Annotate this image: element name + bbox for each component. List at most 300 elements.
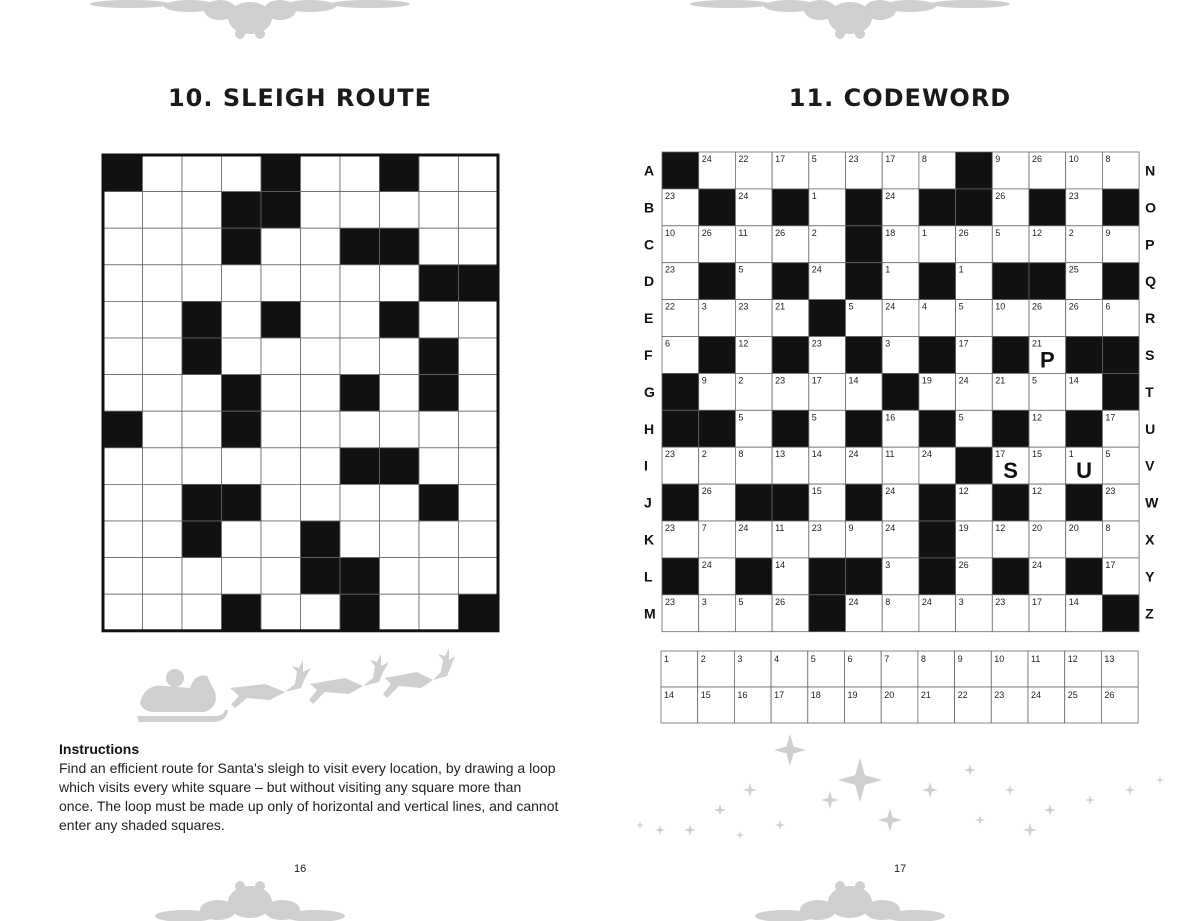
black-cell xyxy=(919,484,956,521)
white-cell[interactable] xyxy=(261,484,301,521)
shaded-cell xyxy=(419,338,459,375)
row-label-right: U xyxy=(1145,420,1156,437)
shaded-cell xyxy=(301,558,341,595)
white-cell[interactable] xyxy=(459,338,499,375)
white-cell[interactable] xyxy=(222,338,262,375)
sparkle-star xyxy=(1085,795,1095,805)
black-cell xyxy=(992,558,1029,595)
white-cell[interactable] xyxy=(419,301,459,338)
shaded-cell xyxy=(419,484,459,521)
cell-number: 26 xyxy=(701,486,712,497)
given-letter: P xyxy=(1040,347,1055,373)
white-cell[interactable] xyxy=(143,265,183,302)
cell-number: 15 xyxy=(1032,449,1043,460)
sparkle-star xyxy=(655,825,665,835)
cell-number: 23 xyxy=(665,449,676,460)
cell-number: 5 xyxy=(738,264,744,275)
cell-number: 21 xyxy=(995,375,1006,386)
given-letter: U xyxy=(1076,458,1092,484)
white-cell[interactable] xyxy=(103,521,143,558)
black-cell xyxy=(1066,337,1103,374)
white-cell[interactable] xyxy=(143,155,183,192)
white-cell[interactable] xyxy=(103,375,143,412)
shaded-cell xyxy=(222,228,262,265)
key-number: 14 xyxy=(664,690,675,700)
white-cell[interactable] xyxy=(340,411,380,448)
white-cell[interactable] xyxy=(301,192,341,229)
cell-number: 3 xyxy=(958,596,964,607)
sparkle-star xyxy=(975,815,985,825)
white-cell[interactable] xyxy=(301,484,341,521)
white-cell[interactable] xyxy=(419,192,459,229)
cell-number: 19 xyxy=(958,523,969,533)
white-cell[interactable] xyxy=(261,448,301,485)
white-cell[interactable] xyxy=(143,521,183,558)
key-number: 8 xyxy=(920,654,926,664)
sparkle-star xyxy=(743,783,757,797)
white-cell[interactable] xyxy=(261,558,301,595)
white-cell[interactable] xyxy=(143,448,183,485)
cell-number: 23 xyxy=(1105,486,1116,497)
shaded-cell xyxy=(261,155,301,192)
cell-number: 23 xyxy=(775,375,786,386)
black-cell xyxy=(662,558,699,595)
cell-number: 15 xyxy=(811,486,822,497)
sparkle-star xyxy=(1005,785,1015,795)
white-cell[interactable] xyxy=(419,594,459,631)
white-cell[interactable] xyxy=(103,192,143,229)
row-label-left: G xyxy=(644,383,655,400)
row-label-right: T xyxy=(1145,383,1154,400)
sparkle-star xyxy=(714,804,726,816)
white-cell[interactable] xyxy=(459,448,499,485)
shaded-cell xyxy=(182,484,222,521)
white-cell[interactable] xyxy=(143,558,183,595)
shaded-cell xyxy=(103,411,143,448)
white-cell[interactable] xyxy=(143,338,183,375)
white-cell[interactable] xyxy=(380,484,420,521)
black-cell xyxy=(992,263,1029,300)
white-cell[interactable] xyxy=(419,448,459,485)
cell-number: 5 xyxy=(958,412,964,423)
white-cell[interactable] xyxy=(419,228,459,265)
codeword-key-grid xyxy=(660,650,1140,726)
white-cell[interactable] xyxy=(222,521,262,558)
black-cell xyxy=(846,263,883,300)
black-cell xyxy=(1102,595,1139,632)
cell-number: 9 xyxy=(995,154,1001,164)
cell-number: 5 xyxy=(1032,375,1038,386)
cell-number: 24 xyxy=(811,264,822,275)
white-cell[interactable] xyxy=(380,192,420,229)
key-number: 1 xyxy=(664,654,670,664)
white-cell[interactable] xyxy=(222,301,262,338)
white-cell[interactable] xyxy=(301,155,341,192)
key-number: 10 xyxy=(994,654,1005,664)
santa-sleigh-reindeer-icon xyxy=(135,648,455,730)
row-label-left: K xyxy=(644,531,655,548)
white-cell[interactable] xyxy=(182,265,222,302)
cell-number: 12 xyxy=(958,486,969,497)
black-cell xyxy=(662,484,699,521)
black-cell xyxy=(956,447,993,484)
sparkle-star xyxy=(684,824,696,836)
shaded-cell xyxy=(340,594,380,631)
cell-number: 23 xyxy=(995,596,1006,607)
key-number: 13 xyxy=(1104,654,1115,664)
shaded-cell xyxy=(380,228,420,265)
black-cell xyxy=(1066,484,1103,521)
cell-number: 8 xyxy=(1105,523,1111,533)
white-cell[interactable] xyxy=(380,594,420,631)
white-cell[interactable] xyxy=(459,521,499,558)
white-cell[interactable] xyxy=(459,192,499,229)
black-cell xyxy=(735,558,772,595)
cell-number: 24 xyxy=(885,190,896,201)
row-label-right: R xyxy=(1145,310,1156,327)
white-cell[interactable] xyxy=(222,558,262,595)
white-cell[interactable] xyxy=(380,338,420,375)
key-number: 12 xyxy=(1067,654,1078,664)
white-cell[interactable] xyxy=(103,265,143,302)
cell-number: 17 xyxy=(1105,559,1116,570)
white-cell[interactable] xyxy=(419,155,459,192)
sparkle-star xyxy=(922,782,938,798)
white-cell[interactable] xyxy=(143,192,183,229)
cell-number: 26 xyxy=(1068,301,1079,312)
white-cell[interactable] xyxy=(182,155,222,192)
white-cell[interactable] xyxy=(380,411,420,448)
shaded-cell xyxy=(459,265,499,302)
cell-number: 23 xyxy=(665,264,676,275)
white-cell[interactable] xyxy=(301,594,341,631)
shaded-cell xyxy=(419,265,459,302)
shaded-cell xyxy=(340,228,380,265)
cell-number: 2 xyxy=(738,375,744,386)
white-cell[interactable] xyxy=(459,484,499,521)
cell-number: 11 xyxy=(738,227,748,238)
row-label-right: Z xyxy=(1145,605,1154,622)
sleigh-route-title: 10. SLEIGH ROUTE xyxy=(167,84,433,112)
cell-number: 24 xyxy=(885,523,896,533)
cell-number: 5 xyxy=(848,301,854,312)
white-cell[interactable] xyxy=(380,558,420,595)
white-cell[interactable] xyxy=(143,301,183,338)
key-number: 26 xyxy=(1104,690,1115,700)
row-label-right: X xyxy=(1145,531,1155,548)
cell-number: 1 xyxy=(811,190,817,201)
white-cell[interactable] xyxy=(340,521,380,558)
black-cell xyxy=(772,484,809,521)
black-cell xyxy=(699,337,736,374)
shaded-cell xyxy=(103,155,143,192)
key-number: 7 xyxy=(884,654,890,664)
row-label-left: C xyxy=(644,236,655,253)
white-cell[interactable] xyxy=(340,155,380,192)
row-label-right: V xyxy=(1145,457,1155,474)
white-cell[interactable] xyxy=(301,301,341,338)
black-cell xyxy=(992,484,1029,521)
shaded-cell xyxy=(182,521,222,558)
white-cell[interactable] xyxy=(182,192,222,229)
white-cell[interactable] xyxy=(459,155,499,192)
black-cell xyxy=(846,410,883,447)
white-cell[interactable] xyxy=(459,411,499,448)
row-label-right: S xyxy=(1145,346,1155,363)
cell-number: 16 xyxy=(885,412,896,423)
key-number: 20 xyxy=(884,690,895,700)
white-cell[interactable] xyxy=(143,375,183,412)
black-cell xyxy=(919,410,956,447)
key-number: 19 xyxy=(847,690,858,700)
page-number-right: 17 xyxy=(894,863,907,875)
white-cell[interactable] xyxy=(340,301,380,338)
cell-number: 24 xyxy=(885,486,896,497)
cell-number: 3 xyxy=(701,301,707,312)
row-label-right: P xyxy=(1145,236,1155,253)
sparkle-star xyxy=(774,734,806,766)
black-cell xyxy=(919,189,956,226)
cell-number: 14 xyxy=(848,375,859,386)
cell-number: 5 xyxy=(738,596,744,607)
white-cell[interactable] xyxy=(261,594,301,631)
black-cell xyxy=(846,484,883,521)
black-cell xyxy=(846,189,883,226)
instructions-text: Find an efficient route for Santa's sleigh to visit every location, by drawing a loop which visits every white square – but without visiting any square more than once. The loop must be made up only of horizontal and vertical lines, and cannot enter any shaded squares. xyxy=(59,760,559,833)
white-cell[interactable] xyxy=(261,265,301,302)
key-number: 23 xyxy=(994,690,1005,700)
white-cell[interactable] xyxy=(103,301,143,338)
white-cell[interactable] xyxy=(340,192,380,229)
black-cell xyxy=(772,410,809,447)
codeword-grid xyxy=(640,148,1160,638)
shaded-cell xyxy=(222,411,262,448)
shaded-cell xyxy=(380,448,420,485)
black-cell xyxy=(1102,337,1139,374)
white-cell[interactable] xyxy=(143,484,183,521)
cell-number: 24 xyxy=(701,559,712,570)
cell-number: 5 xyxy=(1105,449,1111,460)
black-cell xyxy=(1102,373,1139,410)
black-cell xyxy=(735,484,772,521)
cell-number: 3 xyxy=(885,559,891,570)
row-label-left: M xyxy=(644,605,656,622)
cell-number: 1 xyxy=(885,264,891,275)
key-number: 21 xyxy=(920,690,931,700)
white-cell[interactable] xyxy=(103,594,143,631)
key-number: 2 xyxy=(700,654,706,664)
white-cell[interactable] xyxy=(103,448,143,485)
row-label-left: B xyxy=(644,199,655,216)
key-number: 5 xyxy=(810,654,816,664)
row-label-left: A xyxy=(644,162,655,179)
sparkle-star xyxy=(964,764,976,776)
cell-number: 21 xyxy=(775,301,786,312)
row-label-left: F xyxy=(644,346,653,363)
cell-number: 25 xyxy=(1068,264,1079,275)
cell-number: 23 xyxy=(738,301,749,312)
shaded-cell xyxy=(261,301,301,338)
cell-number: 24 xyxy=(1032,559,1043,570)
cell-number: 26 xyxy=(1032,154,1043,164)
page-number-left: 16 xyxy=(294,863,307,875)
white-cell[interactable] xyxy=(143,228,183,265)
black-cell xyxy=(662,373,699,410)
cell-number: 26 xyxy=(701,227,712,238)
white-cell[interactable] xyxy=(222,265,262,302)
sparkle-star xyxy=(775,820,785,830)
white-cell[interactable] xyxy=(143,594,183,631)
sparkle-star xyxy=(1044,804,1056,816)
cell-number: 24 xyxy=(738,523,749,533)
white-cell[interactable] xyxy=(182,594,222,631)
black-cell xyxy=(992,410,1029,447)
white-cell[interactable] xyxy=(340,265,380,302)
cell-number: 17 xyxy=(775,154,786,164)
cell-number: 12 xyxy=(1032,412,1043,423)
cell-number: 17 xyxy=(1032,596,1043,607)
white-cell[interactable] xyxy=(222,155,262,192)
white-cell[interactable] xyxy=(419,521,459,558)
white-cell[interactable] xyxy=(103,228,143,265)
white-cell[interactable] xyxy=(103,558,143,595)
row-label-right: Q xyxy=(1145,273,1156,290)
shaded-cell xyxy=(419,375,459,412)
black-cell xyxy=(1102,189,1139,226)
black-cell xyxy=(919,263,956,300)
white-cell[interactable] xyxy=(261,521,301,558)
black-cell xyxy=(1102,263,1139,300)
row-label-left: H xyxy=(644,420,655,437)
cell-number: 14 xyxy=(775,559,786,570)
cell-number: 5 xyxy=(811,412,817,423)
black-cell xyxy=(1066,558,1103,595)
white-cell[interactable] xyxy=(459,375,499,412)
shaded-cell xyxy=(182,301,222,338)
sparkle-star xyxy=(878,808,902,832)
white-cell[interactable] xyxy=(380,375,420,412)
white-cell[interactable] xyxy=(380,265,420,302)
key-number: 6 xyxy=(847,654,853,664)
cell-number: 24 xyxy=(848,449,859,460)
shaded-cell xyxy=(380,301,420,338)
codeword-title: 11. CODEWORD xyxy=(788,84,1012,112)
cell-number: 10 xyxy=(1068,154,1079,164)
black-cell xyxy=(956,152,993,189)
white-cell[interactable] xyxy=(261,411,301,448)
cell-number: 26 xyxy=(775,227,786,238)
white-cell[interactable] xyxy=(182,228,222,265)
cell-number: 14 xyxy=(1068,375,1079,386)
cell-number: 3 xyxy=(885,338,891,349)
cell-number: 26 xyxy=(1032,301,1043,312)
white-cell[interactable] xyxy=(459,301,499,338)
cell-number: 26 xyxy=(995,190,1006,201)
cell-number: 26 xyxy=(958,559,969,570)
white-cell[interactable] xyxy=(340,338,380,375)
holly-border-bottom-right-icon xyxy=(690,872,1010,921)
black-cell xyxy=(809,595,846,632)
white-cell[interactable] xyxy=(459,558,499,595)
row-label-left: E xyxy=(644,310,654,327)
white-cell[interactable] xyxy=(143,411,183,448)
cell-number: 21 xyxy=(1032,338,1043,349)
sleigh-route-grid xyxy=(101,153,501,633)
cell-number: 10 xyxy=(665,227,676,238)
white-cell[interactable] xyxy=(459,228,499,265)
white-cell[interactable] xyxy=(261,228,301,265)
cell-number: 4 xyxy=(921,301,927,312)
cell-number: 6 xyxy=(665,338,671,349)
cell-number: 24 xyxy=(885,301,896,312)
white-cell[interactable] xyxy=(182,375,222,412)
holly-border-top-left-icon xyxy=(90,0,410,48)
shaded-cell xyxy=(222,192,262,229)
given-letter: S xyxy=(1003,458,1018,484)
black-cell xyxy=(699,263,736,300)
cell-number: 26 xyxy=(958,227,969,238)
white-cell[interactable] xyxy=(182,411,222,448)
instructions-heading: Instructions xyxy=(59,741,140,757)
white-cell[interactable] xyxy=(103,484,143,521)
black-cell xyxy=(1029,263,1066,300)
white-cell[interactable] xyxy=(340,484,380,521)
white-cell[interactable] xyxy=(301,228,341,265)
cell-number: 12 xyxy=(1032,486,1043,497)
row-label-left: L xyxy=(644,568,653,585)
cell-number: 14 xyxy=(1068,596,1079,607)
cell-number: 23 xyxy=(1068,190,1079,201)
white-cell[interactable] xyxy=(222,448,262,485)
black-cell xyxy=(772,189,809,226)
white-cell[interactable] xyxy=(380,521,420,558)
black-cell xyxy=(1066,410,1103,447)
cell-number: 1 xyxy=(1068,449,1074,460)
black-cell xyxy=(772,263,809,300)
cell-number: 22 xyxy=(738,154,749,164)
sparkle-star xyxy=(736,831,744,839)
white-cell[interactable] xyxy=(103,338,143,375)
white-cell[interactable] xyxy=(301,375,341,412)
row-label-left: D xyxy=(644,273,655,290)
white-cell[interactable] xyxy=(419,558,459,595)
white-cell[interactable] xyxy=(301,411,341,448)
shaded-cell xyxy=(182,338,222,375)
white-cell[interactable] xyxy=(182,448,222,485)
black-cell xyxy=(772,337,809,374)
cell-number: 26 xyxy=(775,596,786,607)
cell-number: 5 xyxy=(811,154,817,164)
cell-number: 23 xyxy=(811,338,822,349)
cell-number: 11 xyxy=(775,523,785,533)
black-cell xyxy=(699,410,736,447)
black-cell xyxy=(846,226,883,263)
white-cell[interactable] xyxy=(261,375,301,412)
white-cell[interactable] xyxy=(301,338,341,375)
cell-number: 9 xyxy=(701,375,707,386)
shaded-cell xyxy=(222,594,262,631)
white-cell[interactable] xyxy=(419,411,459,448)
holly-border-bottom-left-icon xyxy=(90,872,410,921)
white-cell[interactable] xyxy=(182,558,222,595)
key-number: 25 xyxy=(1067,690,1078,700)
white-cell[interactable] xyxy=(301,448,341,485)
white-cell[interactable] xyxy=(301,265,341,302)
black-cell xyxy=(846,337,883,374)
cell-number: 2 xyxy=(701,449,707,460)
white-cell[interactable] xyxy=(261,338,301,375)
cell-number: 23 xyxy=(665,523,676,533)
